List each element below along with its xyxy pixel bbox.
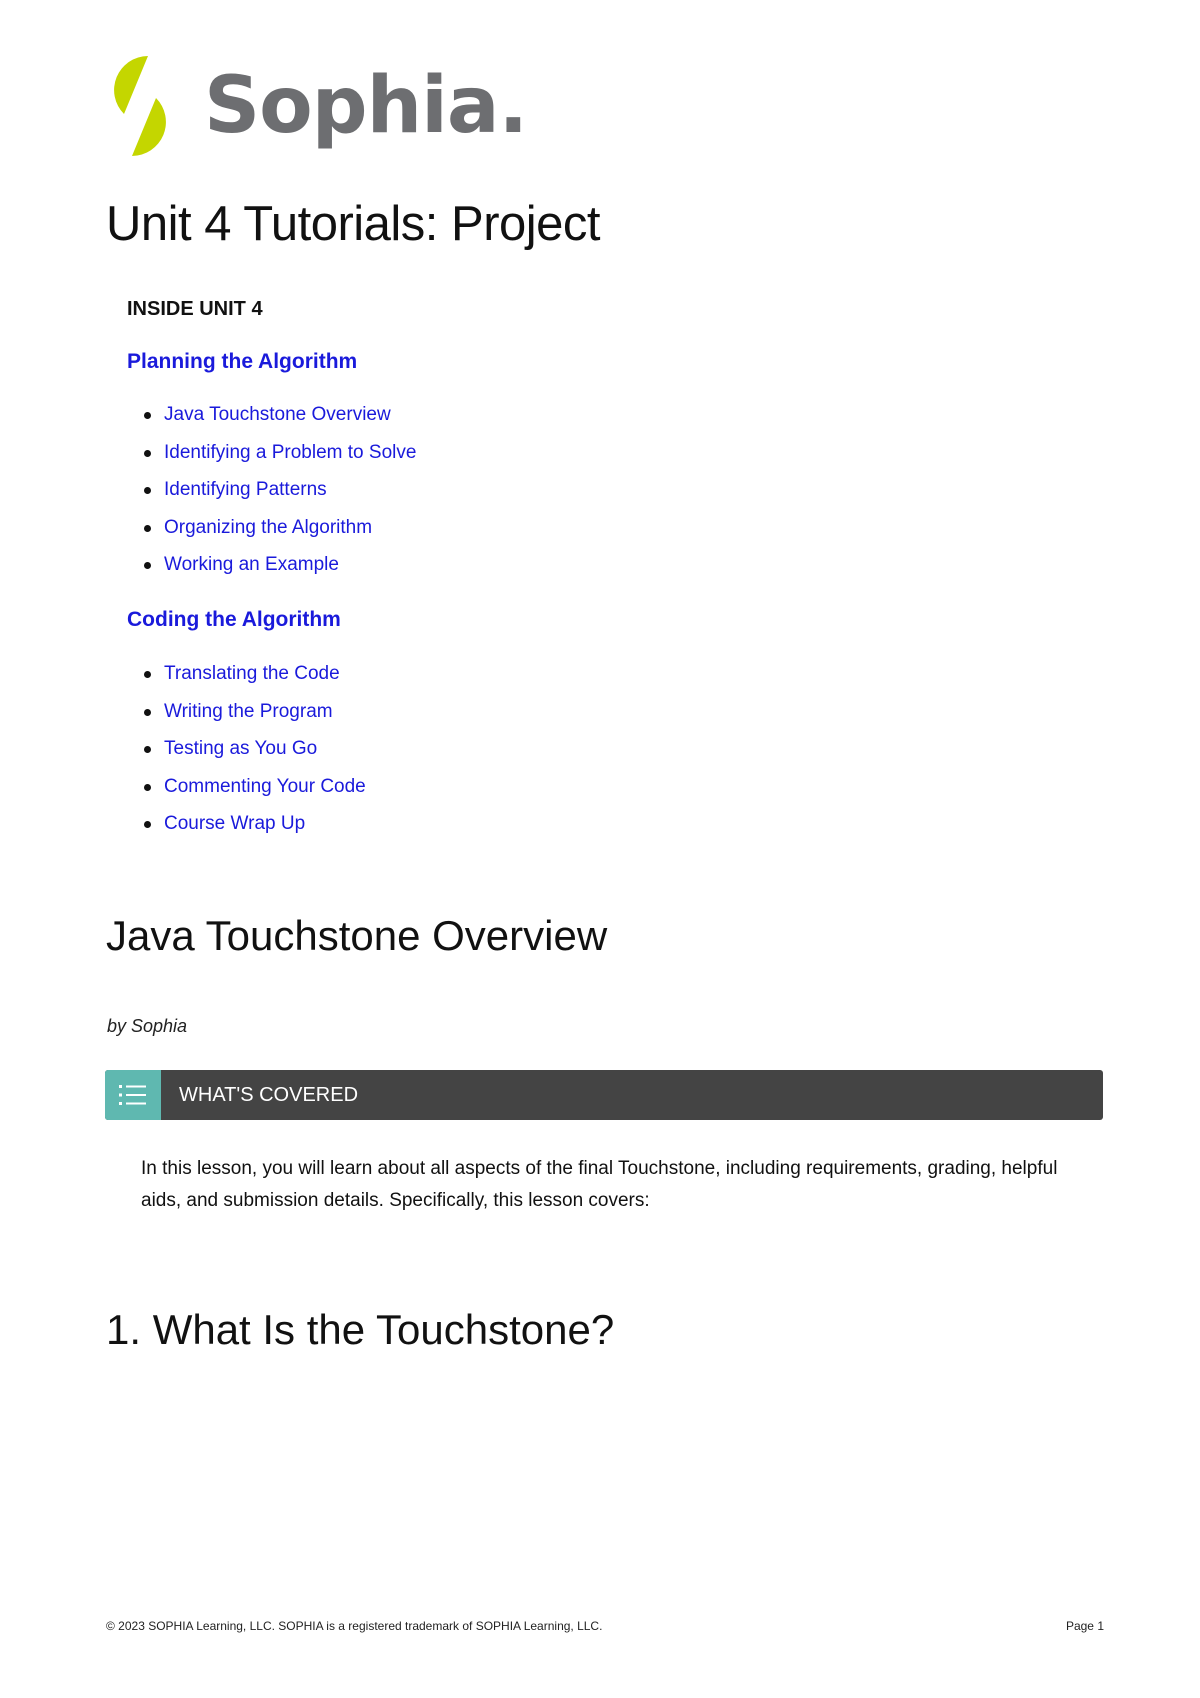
list-item (150, 730, 366, 768)
section-heading: 1. What Is the Touchstone? (106, 1306, 615, 1353)
list-item (150, 655, 366, 693)
toc-link[interactable]: Translating the Code (164, 663, 340, 684)
toc-section-coding[interactable]: Coding the Algorithm (127, 608, 341, 631)
list-item (150, 509, 416, 547)
toc-list-coding (150, 655, 366, 843)
toc-link[interactable]: Working an Example (164, 554, 339, 576)
list-item (150, 546, 416, 584)
whats-covered-icon-box (105, 1070, 161, 1120)
toc-link[interactable]: Identifying a Problem to Solve (164, 441, 417, 463)
sophia-logo (104, 56, 527, 156)
toc-link[interactable]: Course Wrap Up (164, 813, 306, 835)
list-item (150, 768, 366, 806)
list-icon (119, 1082, 147, 1108)
list-item (150, 471, 416, 509)
logo-wordmark: Sophia. (204, 61, 528, 151)
inside-unit-label: INSIDE UNIT 4 (127, 298, 263, 320)
unit-title: Unit 4 Tutorials: Project (106, 197, 601, 251)
toc-link[interactable]: Identifying Patterns (164, 479, 327, 501)
toc-link[interactable]: Java Touchstone Overview (164, 404, 391, 425)
lesson-intro: In this lesson, you will learn about all aspects of the final Touchstone, including requirements, grading, helpful aids, and submission details. Specifically, this lesson covers: (141, 1158, 1058, 1211)
toc-list-planning (150, 396, 416, 584)
toc-link[interactable]: Testing as You Go (164, 738, 318, 760)
list-item (150, 396, 416, 434)
sophia-logo-mark-icon (104, 56, 176, 156)
toc-link[interactable]: Organizing the Algorithm (164, 516, 373, 538)
toc-link[interactable]: Commenting Your Code (164, 775, 366, 797)
page-number: Page 1 (1065, 1619, 1104, 1633)
toc-section-planning[interactable]: Planning the Algorithm (127, 350, 358, 373)
whats-covered-label: WHAT'S COVERED (179, 1084, 359, 1106)
toc-link[interactable]: Writing the Program (164, 700, 333, 722)
list-item (150, 693, 366, 731)
list-item (150, 434, 416, 472)
lesson-title: Java Touchstone Overview (106, 912, 608, 959)
whats-covered-bar (105, 1070, 1103, 1120)
footer-copyright: © 2023 SOPHIA Learning, LLC. SOPHIA is a registered trademark of SOPHIA Learning, LLC. (106, 1619, 603, 1633)
byline: by Sophia (107, 1016, 188, 1036)
list-item (150, 805, 366, 843)
